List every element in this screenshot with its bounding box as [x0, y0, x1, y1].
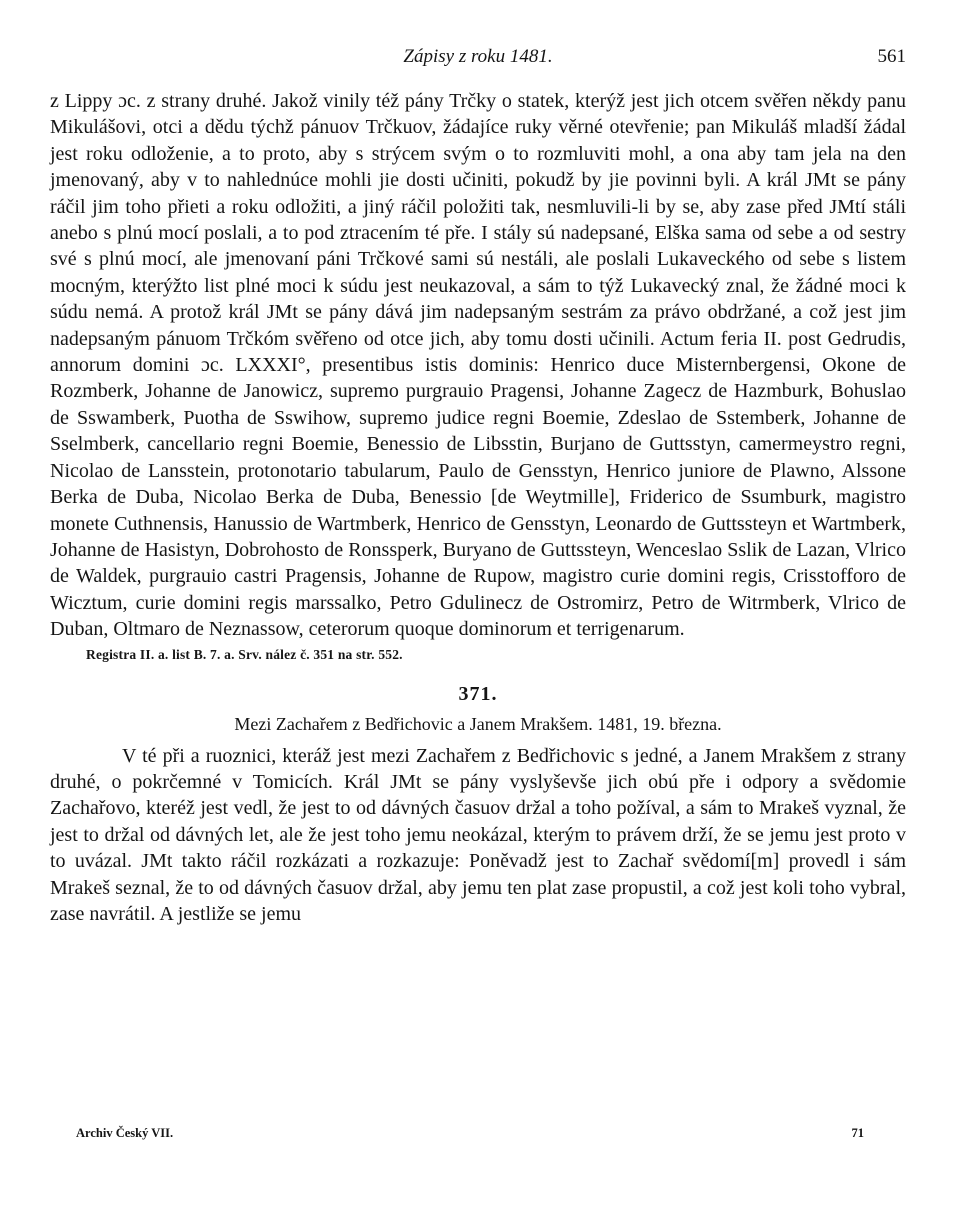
entry-heading: Mezi Zachařem z Bedřichovic a Janem Mrakšem. 1481, 19. března. — [234, 713, 722, 734]
entry-paragraph: V té při a ruoznici, kteráž jest mezi Zachařem z Bedřichovic s jedné, a Janem Mrakšem z strany druhé, o pokrčemné v Tomicích. Král JMt se pány vyslyševše jich obú pře i odpory a svědomie Zachařovo, kteréž jest vedl, že jest to od dávných časuov držal a toho požíval, a sám to Mrakeš vyznal, že jest to držal od dávných let, ale že jest toho jemu neokázal, kterým to právem drží, že se jemu jest proto v to uvázal. JMt takto ráčil rozkázati a rozkazuje: Poněvadž jest to Zachař svědomí[m] provedl i sám Mrakeš seznal, že to od dávných časuov držal, aby jemu ten plat zase propustil, a což jest koli toho vybral, zase navrátil. A jestliže se jemu — [50, 744, 906, 925]
continuation-paragraph: z Lippy ɔc. z strany druhé. Jakož vinily též pány Trčky o statek, kterýž jest jich otcem svěřen někdy panu Mikulášovi, otci a dědu týchž pánuov Trčkuov, žádajíce ruky věrné otevřenie; pan Mikuláš mladší žádal jest roku odloženie, a to proto, aby s strýcem svým o to rozmluviti mohl, a ona aby tam jela na den jmenovaný, aby v to nahlednúce mohli jie dosti učiniti, pokudž by jie povinni byli. A král JMt se pány ráčil jim toho přieti a roku odložiti, a jiný ráčil položiti tak, nesmluvili-li by se, aby zase před JMtí stáli anebo s plnú mocí poslali, a to pod ztracením té pře. I stály sú nadepsané, Elška sama od sebe a od sestry své s plnú mocí, ale jmenovaní páni Trčkové sami sú nestáli, ale poslali Lukaveckého od sebe s listem mocným, kterýžto list plné moci k súdu jest neukazoval, a sám to týž Lukavecký znal, že žádné moci k súdu nemá. A protož král JMt se pány dává jim nadepsaným sestrám za právo obdržané, a což jest jim nadepsaným pánuom Trčkóm svěřeno od otce jich, aby tomu dosti učinili. Actum feria II. post Gedrudis, annorum domini ɔc. LXXXI°, presentibus istis dominis: Henrico duce Misternbergensi, Okone de Rozmberk, Johanne de Janowicz, supremo purgrauio Pragensi, Johanne Zagecz de Hazmburk, Bohuslao de Sswamberk, Puotha de Sswihow, supremo judice regni Boemie, Zdeslao de Sstemberk, Johanne de Sselmberk, cancellario regni Boemie, Benessio de Libsstin, Burjano de Guttsstyn, camermeystro regni, Nicolao de Lansstein, protonotario tabularum, Paulo de Gensstyn, Henrico juniore de Plawno, Alssone Berka de Duba, Nicolao Berka de Duba, Benessio [de Weytmille], Friderico de Ssumburk, magistro monete Cuthnensis, Hanussio de Wartmberk, Henrico de Gensstyn, Leonardo de Guttssteyn et Wartmberk, Johanne de Hasistyn, Dobrohosto de Ronssperk, Buryano de Guttssteyn, Wenceslao Sslik de Lazan, Vlrico de Waldek, purgrauio castri Pragensis, Johanne de Rupow, magistro curie domini regis, Crisstofforo de Wicztum, curie domini regis marssalko, Petro Gdulinecz de Ostromirz, Petro de Witrmberk, Vlrico de Duban, Oltmaro de Neznassow, ceterorum quoque dominorum et terrigenarum. — [50, 90, 906, 641]
footer-signature: Archiv Český VII. — [76, 1126, 174, 1140]
entry-number: 371. — [458, 682, 498, 705]
running-title: Zápisy z roku 1481. — [403, 46, 553, 67]
document-page — [50, 40, 906, 927]
source-note: Registra II. a. list B. 7. a. Srv. nález č. 351 na str. 552. — [86, 646, 403, 662]
page-number: 561 — [877, 46, 906, 67]
running-header — [50, 40, 906, 74]
footer-sheet-number: 71 — [851, 1126, 864, 1140]
